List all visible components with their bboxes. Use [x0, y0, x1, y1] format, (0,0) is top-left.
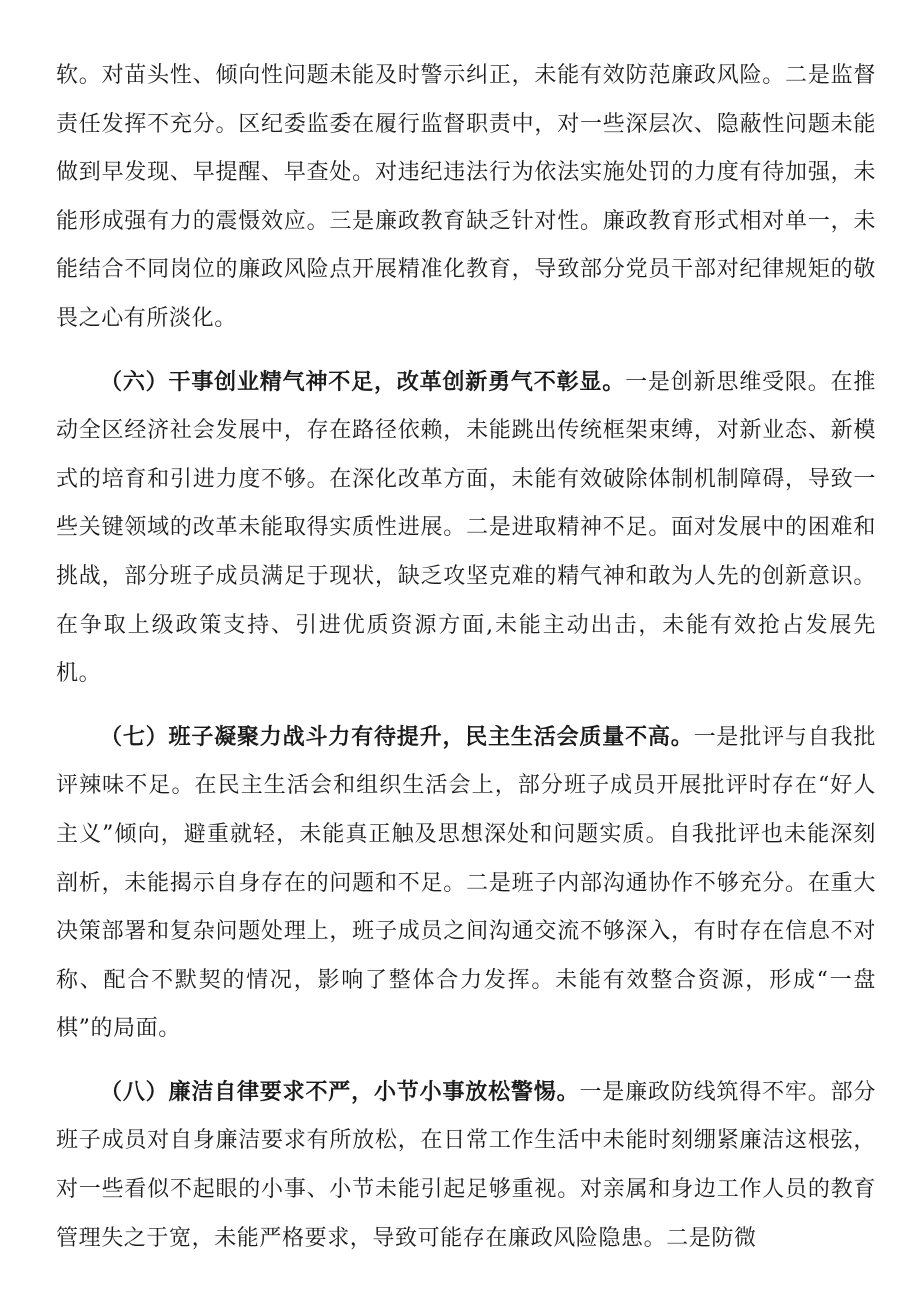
- document-page: [56, 52, 876, 1277]
- paragraph-section-8: [56, 1068, 876, 1263]
- paragraph-section-7: [56, 713, 876, 1054]
- paragraph-section-6: [56, 358, 876, 699]
- paragraph-continuation: [56, 52, 876, 344]
- section-heading: （八）廉洁自律要求不严，小节小事放松警惕。: [100, 1078, 580, 1105]
- section-heading: （七）班子凝聚力战斗力有待提升，民主生活会质量不高。: [100, 723, 694, 750]
- paragraph-body: 软。对苗头性、倾向性问题未能及时警示纠正，未能有效防范廉政风险。二是监督责任发挥不充分。区纪委监委在履行监督职责中，对一些深层次、隐蔽性问题未能做到早发现、早提醒、早查处。对违纪违法行为依法实施处罚的力度有待加强，未能形成强有力的震慑效应。三是廉政教育缺乏针对性。廉政教育形式相对单一，未能结合不同岗位的廉政风险点开展精准化教育，导致部分党员干部对纪律规矩的敬畏之心有所淡化。: [56, 63, 876, 331]
- section-heading: （六）干事创业精气神不足，改革创新勇气不彰显。: [100, 368, 626, 395]
- paragraph-body: 一是廉政防线筑得不牢。部分班子成员对自身廉洁要求有所放松，在日常工作生活中未能时刻绷紧廉洁这根弦，对一些看似不起眼的小事、小节未能引起足够重视。对亲属和身边工作人员的教育管理失之于宽，未能严格要求，导致可能存在廉政风险隐患。二是防微: [56, 1079, 876, 1251]
- paragraph-body: 一是批评与自我批评辣味不足。在民主生活会和组织生活会上，部分班子成员开展批评时存在“好人主义”倾向，避重就轻，未能真正触及思想深处和问题实质。自我批评也未能深刻剖析，未能揭示自身存在的问题和不足。二是班子内部沟通协作不够充分。在重大决策部署和复杂问题处理上，班子成员之间沟通交流不够深入，有时存在信息不对称、配合不默契的情况，影响了整体合力发挥。未能有效整合资源，形成“一盘棋”的局面。: [56, 724, 876, 1042]
- paragraph-body: 一是创新思维受限。在推动全区经济社会发展中，存在路径依赖，未能跳出传统框架束缚，对新业态、新模式的培育和引进力度不够。在深化改革方面，未能有效破除体制机制障碍，导致一些关键领域的改革未能取得实质性进展。二是进取精神不足。面对发展中的困难和挑战，部分班子成员满足于现状，缺乏攻坚克难的精气神和敢为人先的创新意识。在争取上级政策支持、引进优质资源方面,未能主动出击，未能有效抢占发展先机。: [56, 369, 876, 687]
